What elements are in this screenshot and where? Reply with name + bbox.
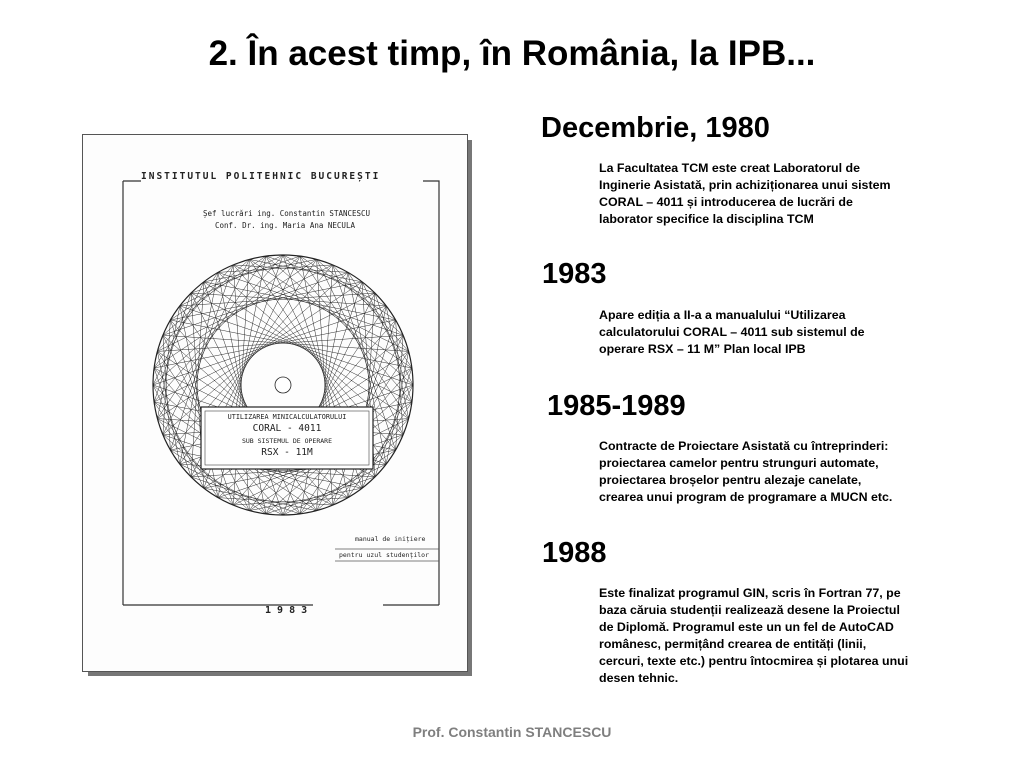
timeline-text-1980: La Facultatea TCM este creat Laboratorul de Inginerie Asistată, prin achiziționarea unui sistem CORAL – 4011 și introducerea de lucrări de laborator specifice la disciplina TCM [599,161,891,226]
cover-box-line-4: RSX - 11M [261,447,313,458]
globe-stroke [375,293,412,402]
timeline-text-1988: Este finalizat programul GIN, scris în Fortran 77, pe baza căruia studenții realizează desene la Proiectul de Diplomă. Programul este un un fel de AutoCAD românesc, permițând crearea de entități (linii, cercuri, texte etc.) pentru întocmirea și plotarea unui desen tehnic. [599,586,909,685]
globe-stroke [266,477,375,514]
cover-box-line-3: SUB SISTEMUL DE OPERARE [241,437,332,445]
timeline-heading-1988: 1988 [542,537,607,569]
cover-year: 1 9 8 3 [265,605,308,616]
globe-stroke [154,368,191,477]
book-cover-image [82,134,468,672]
cover-box-line-1: UTILIZAREA MINICALCULATORULUI [227,413,347,421]
cover-box-line-2: CORAL - 4011 [252,423,322,434]
globe-stroke [375,368,412,477]
globe-stroke [266,256,375,293]
cover-note-2: pentru uzul studenților [339,551,430,559]
footer-author: Prof. Constantin STANCESCU [412,724,612,740]
timeline-heading-1985-1989: 1985-1989 [547,390,686,422]
globe-stroke [191,256,300,293]
cover-note-1: manual de inițiere [355,535,426,543]
cover-institute: INSTITUTUL POLITEHNIC BUCUREȘTI [141,171,381,182]
slide-title: 2. În acest timp, în România, la IPB... [208,34,816,73]
timeline-heading-1980: Decembrie, 1980 [541,112,770,144]
timeline-heading-1983: 1983 [542,258,607,290]
globe-stroke [154,293,191,402]
cover-author-1: Șef lucrări ing. Constantin STANCESCU [203,209,371,218]
globe-stroke [191,477,300,514]
timeline-text-1983: Apare ediția a II-a a manualului “Utilizarea calculatorului CORAL – 4011 sub sistemul de operare RSX – 11 M” Plan local IPB [599,308,865,356]
timeline-text-1985-1989: Contracte de Proiectare Asistată cu întreprinderi: proiectarea camelor pentru strunguri automate, proiectarea broșelor pentru alezaje canelate, crearea unui program de programare a MUCN etc. [599,439,893,504]
cover-author-2: Conf. Dr. ing. Maria Ana NECULA [215,221,355,230]
